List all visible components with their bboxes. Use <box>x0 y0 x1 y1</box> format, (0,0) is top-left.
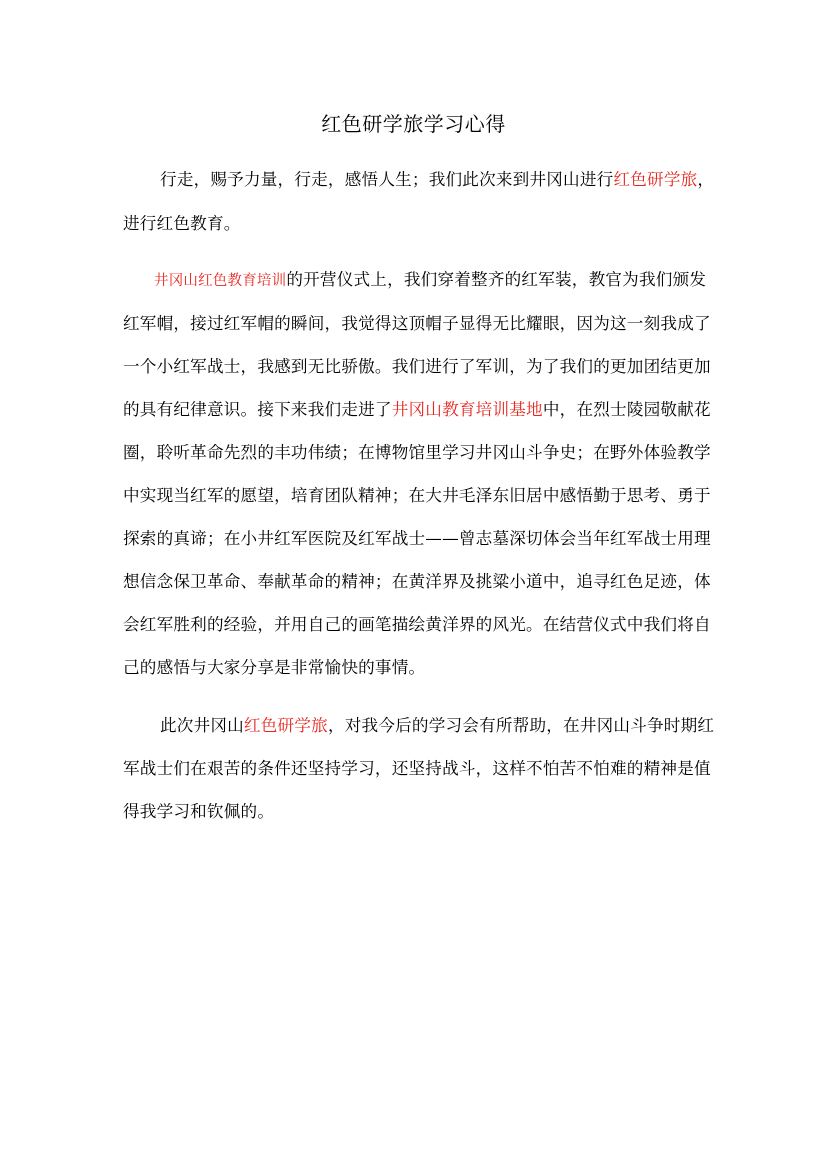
paragraph-2-line-3: 一个小红军战士，我感到无比骄傲。我们进行了军训，为了我们的更加团结更加 <box>123 357 711 376</box>
paragraph-2-line-9: 会红军胜利的经验，并用自己的画笔描绘黄洋界的风光。在结营仪式中我们将自 <box>123 615 711 634</box>
paragraph-2-line-1 <box>154 268 706 293</box>
highlight-red-study-tour: 红色研学旅 <box>613 170 698 189</box>
paragraph-3-line-3: 得我学习和钦佩的。 <box>123 802 275 821</box>
paragraph-2-line-2: 红军帽，接过红军帽的瞬间，我觉得这顶帽子显得无比耀眼，因为这一刻我成了 <box>123 314 711 333</box>
paragraph-2-line-10: 己的感悟与大家分享是非常愉快的事情。 <box>123 658 426 677</box>
paragraph-3-text: ，对我今后的学习会有所帮助，在井冈山斗争时期红 <box>327 716 715 735</box>
paragraph-2-text: 的具有纪律意识。接下来我们走进了 <box>123 400 392 419</box>
paragraph-2-line-6: 中实现当红军的愿望，培育团队精神；在大井毛泽东旧居中感悟勤于思考、勇于 <box>123 486 711 505</box>
paragraph-2-line-7: 探索的真谛；在小井红军医院及红军战士——曾志墓深切体会当年红军战士用理 <box>123 529 711 548</box>
paragraph-2-line-4 <box>123 398 711 422</box>
paragraph-1-line-1 <box>160 168 714 192</box>
highlight-jinggangshan-training: 井冈山红色教育培训 <box>154 273 287 289</box>
paragraph-1-line-2: 进行红色教育。 <box>123 214 241 233</box>
document-title: 红色研学旅学习心得 <box>321 112 506 136</box>
paragraph-2-line-8: 想信念保卫革命、奉献革命的精神；在黄洋界及挑粱小道中，追寻红色足迹，体 <box>123 572 711 591</box>
paragraph-3-line-1 <box>160 714 714 738</box>
highlight-red-study-tour: 红色研学旅 <box>243 716 328 735</box>
paragraph-3-text: 此次井冈山 <box>160 716 244 735</box>
paragraph-1-text: 行走，赐予力量，行走，感悟人生；我们此次来到井冈山进行 <box>160 170 614 189</box>
paragraph-3-line-2: 军战士们在艰苦的条件还坚持学习，还坚持战斗，这样不怕苦不怕难的精神是值 <box>123 759 711 778</box>
paragraph-1-punct: ， <box>697 170 715 189</box>
highlight-training-base: 井冈山教育培训基地 <box>391 400 543 419</box>
paragraph-2-line-5: 圈，聆听革命先烈的丰功伟绩；在博物馆里学习井冈山斗争史；在野外体验教学 <box>123 443 711 462</box>
paragraph-2-text: 的开营仪式上，我们穿着整齐的红军装，教官为我们颁发 <box>286 270 707 289</box>
paragraph-2-text: 中，在烈士陵园敬献花 <box>542 400 711 419</box>
